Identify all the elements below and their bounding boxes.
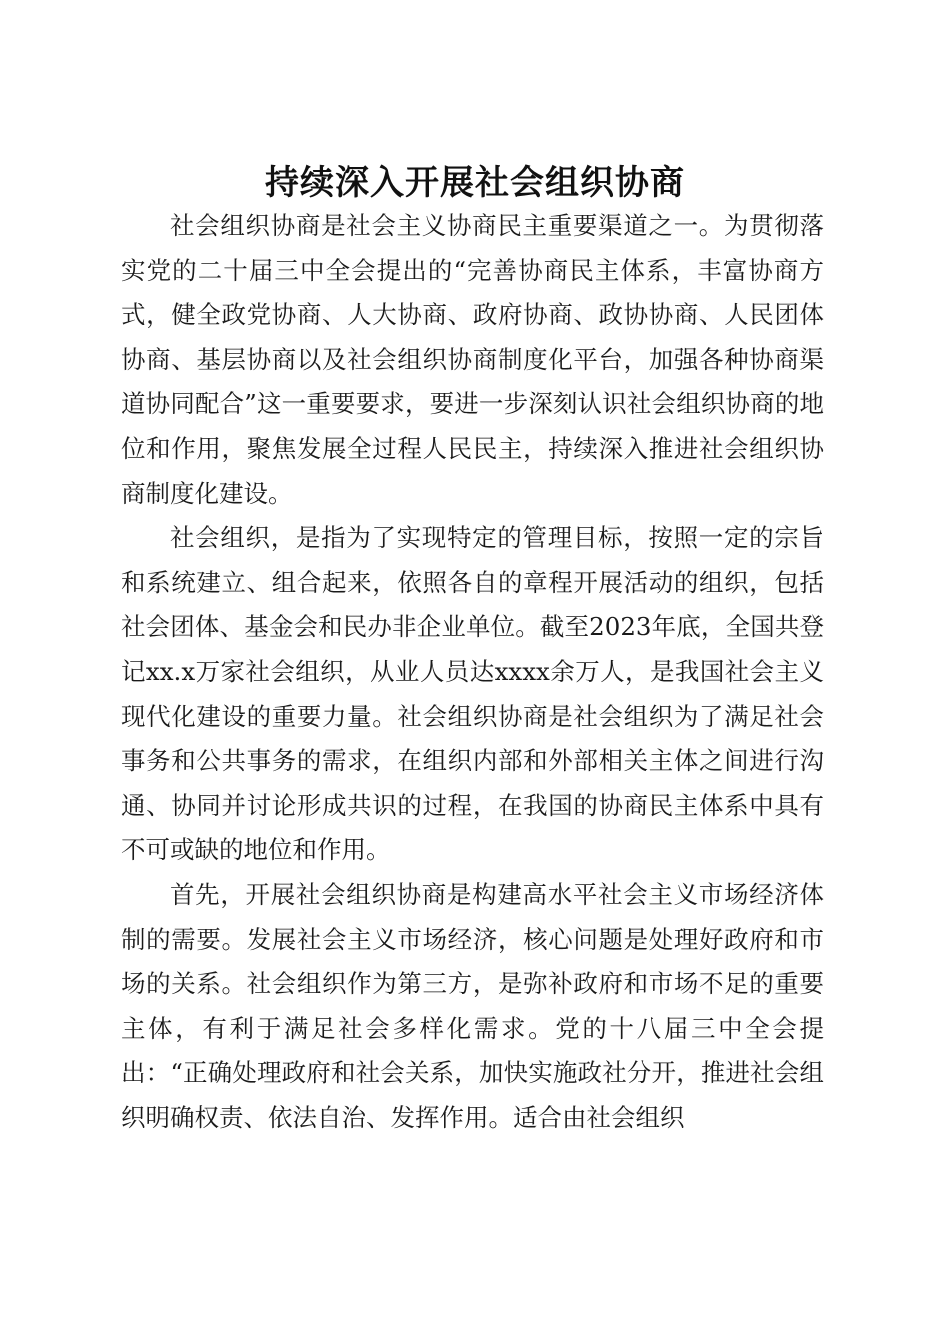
- paragraph-2: 社会组织，是指为了实现特定的管理目标，按照一定的宗旨和系统建立、组合起来，依照各自的章程开展活动的组织，包括社会团体、基金会和民办非企业单位。截至2023年底，全国共登记xx.x万家社会组织，从业人员达xxxx余万人，是我国社会主义现代化建设的重要力量。社会组织协商是社会组织为了满足社会事务和公共事务的需求，在组织内部和外部相关主体之间进行沟通、协同并讨论形成共识的过程，在我国的协商民主体系中具有不可或缺的地位和作用。: [121, 523, 824, 865]
- document-body: [121, 204, 824, 1140]
- paragraph-3: 首先，开展社会组织协商是构建高水平社会主义市场经济体制的需要。发展社会主义市场经济，核心问题是处理好政府和市场的关系。社会组织作为第三方，是弥补政府和市场不足的重要主体，有利于满足社会多样化需求。党的十八届三中全会提出：“正确处理政府和社会关系，加快实施政社分开，推进社会组织明确权责、依法自治、发挥作用。适合由社会组织: [121, 879, 824, 1132]
- document-title: 持续深入开展社会组织协商: [265, 162, 685, 203]
- paragraph-1: 社会组织协商是社会主义协商民主重要渠道之一。为贯彻落实党的二十届三中全会提出的“完善协商民主体系，丰富协商方式，健全政党协商、人大协商、政府协商、政协协商、人民团体协商、基层协商以及社会组织协商制度化平台，加强各种协商渠道协同配合”这一重要要求，要进一步深刻认识社会组织协商的地位和作用，聚焦发展全过程人民民主，持续深入推进社会组织协商制度化建设。: [121, 211, 824, 508]
